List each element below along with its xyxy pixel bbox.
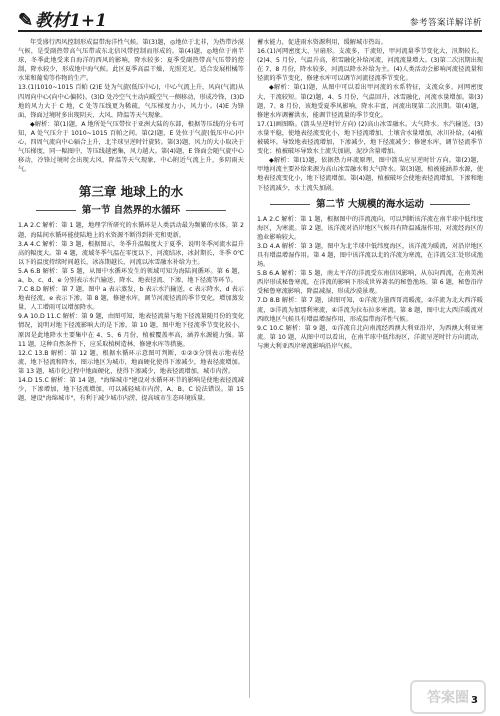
section-title: 第一节 自然界的水循环: [18, 205, 244, 217]
answer-paragraph: ◆解析：第(1)题，依据热力环流原理，图中箭头应呈逆时针方向。第(2)题，甲地河流主要补给来源为高山冰雪融水和大气降水。第(3)题，植被能涵养水源，使地表径流变化小，地下径流增加。第(4)题，植被破坏会使地表径流增加，下渗和地下径流减少，水土流失加剧。: [257, 157, 483, 192]
answer-paragraph: 9.C 10.C 解析：第 9 题，①洋流自北向南流经西澳大利亚沿岸，为西澳大利亚寒流。第 10 题，从图中可以看出，在南半球中低纬海区，洋流呈逆时针方向流动，与澳大利亚西岸寒流影响沿岸气候。: [257, 324, 483, 350]
answer-paragraph: 7.C 8.D 解析：第 7 题，图中 a 表示蒸发，b 表示水汽输送，c 表示降水，d 表示地表径流，e 表示下渗。第 8 题，修建水库，调节河流径流的季节变化，增加蒸发量，人工增雨可以增加降水。: [18, 286, 244, 312]
answer-paragraph: 13.(1)1010~1015 百帕 (2)E 处为气旋(低压中心)，中心气流上升，风向(气流)从四周向中心(向中心偏转)。(3)D 处冷空气主动向暖空气一侧移动，形成冷锋，(3)D 地的风力大于 C 地，C 处等压线更为稀疏，气压梯度力小，风力小。(4)E 为锋面，锋面过境时多出现阴天、大风、降温等天气现象。: [18, 84, 244, 119]
answer-paragraph: 3.A 4.C 解析：第 3 题，根据图示，冬季升温幅度大于夏季，说明冬季河流水温升高的幅度大。第 4 题，流域冬季气温在零度以下，河流结冰，冰封期长，冬季 0℃以下的温度持续时间越长，冰冻期越长，河流以冰雪融水补给为主。: [18, 240, 244, 266]
answer-paragraph: ◆解析：第(1)题，从图中可以看出甲河流的水系特征，支流众多，河网密度大，干流较短。第(2)题，4、5 月份，气温回升，冰雪融化，河流水量增加。第(3)题，7、8 月份，该地受夏季风影响，降水丰富，河流出现第二次汛期。第(4)题，修建水库调蓄洪水，能调节径流量的季节变化。: [257, 84, 483, 119]
answer-paragraph: 14.D 15.C 解析：第 14 题，"海绵城市"建设对水循环环节的影响是使地表径流减少，下渗增加，地下径流增加，可以减轻城市内涝，A、B、C 说法错误。第 15 题，建设"海绵城市"，有利于减少城市内涝，提高城市生态环境质量。: [18, 377, 244, 403]
right-column: [257, 38, 483, 351]
answer-paragraph: 7.D 8.B 解析：第 7 题，读图可知，①洋流为墨西哥湾暖流，②洋流为北大西洋暖流，③洋流为加那利寒流，④洋流为拉布拉多寒流。第 8 题，图中北大西洋暖流对西欧地区气候具有增温增湿作用，形成温带海洋性气候。: [257, 297, 483, 323]
header-answer-label: 参考答案详解详析: [409, 18, 482, 28]
answer-paragraph: 蓄水能力，促进雨水资源利用，缓解城市热岛。: [257, 39, 387, 46]
answer-paragraph: 17.(1)画图略。(箭头呈逆时针方向) (2)高山冰雪融水。大气降水。水汽输送。(3)水量平稳，使地表径流变化小，地下径流增加，土壤含水量增加，冰川补给。(4)植被破坏，导致地表径流增加，下渗减少，地下径流减少；修建水库，调节径流季节变化；植被破坏导致水土流失加剧，泥沙含量增加。: [257, 120, 483, 156]
answer-paragraph: 1.A 2.C 解析：第 1 题，根据图中的洋流流向，可以判断该洋流在南半球中低纬度海区，为寒流。第 2 题，该洋流对沿岸地区气候具有降温减湿作用，对流经海区的渔业影响较大。: [257, 215, 483, 241]
chapter-title: 第三章 地球上的水: [78, 184, 184, 200]
left-column: [18, 38, 244, 403]
answer-paragraph: 年受盛行西风控制形成温带海洋性气候。第(3)题，◎地位于北非，为热带沙漠气候，是受副热带高气压带或东北信风带控制而形成的。第(4)题，◎地位于南半球，冬季此地受来自海洋的西风的影响，降水较多；夏季受副热带高气压带的控制，降水较少，形成地中海气候。此区夏季高温干燥，光照充足，适合发展柑橘等水果和葡萄等作物的生产。: [18, 39, 244, 83]
page-header: [18, 6, 482, 32]
section-title: 第二节 大规模的海水运动: [257, 199, 483, 211]
answer-paragraph: ◆解析：第(1)题，A 地所处气压带位于亚洲大陆的东部，根据等压线的分布可知，A 处气压介于 1010~1015 百帕之间。第(2)题，E 处位于气旋(低压中心)中心，四周气流向中心辐合上升，北半球呈逆时针旋转。第(3)题，风力的大小取决于气压梯度，同一幅图中，等压线越密集，风力越大。第(4)题，E 锋面会随气旋中心移动，冷锋过境时会出现大风、降温等天气现象，中心附近气流上升，多阴雨天气。: [18, 120, 244, 174]
answer-paragraph: 5.A 6.B 解析：第 5 题，从图中水循环发生的领域可知为海陆间循环。第 6 题，a、b、c、d、e 分别表示水汽输送、降水、地表径流、下渗、地下径流等环节。: [18, 267, 244, 284]
column-divider: [249, 38, 250, 698]
answer-paragraph: 5.B 6.A 解析：第 5 题，南太平洋的洋流受东南信风影响，从东向西流，在南美洲西岸形成秘鲁寒流，在洋流的影响下形成世界著名的秘鲁渔场。第 6 题，秘鲁沿岸受秘鲁寒流影响，降温减湿，形成沙漠景观。: [257, 270, 483, 296]
answer-paragraph: 1.A 2.C 解析：第 1 题，地理学所研究的水循环是人类活动最为频繁的水体。第 2 题，海陆间水循环能使陆地上的水资源不断得到补充和更新。: [18, 222, 244, 239]
page-number: 3: [471, 695, 478, 706]
answer-paragraph: 3.D 4.A 解析：第 3 题，图中为北半球中低纬度海区，该洋流为暖流，对沿岸地区具有增温增湿作用。第 4 题，图中该洋流以北的洋流为寒流，在洋流交汇处形成渔场。: [257, 242, 483, 269]
watermark-logo: 答案圈: [410, 680, 486, 714]
book-logo-text: 教材1+1: [35, 11, 107, 31]
book-logo: [18, 12, 107, 30]
book-logo-icon: ✎: [18, 10, 34, 31]
answer-paragraph: 9.A 10.D 11.C 解析：第 9 题，由图可知，地表径流量与地下径流量随月份的变化情况，说明对地下径流影响大的是下渗。第 10 题，图中地下径流季节变化较小，原因是此地降水主要集中在 4、5、6 月份，植被覆盖率高，涵养水源能力强。第 11 题，这种自然条件下，应采取植树造林、修建水库等措施。: [18, 313, 244, 348]
answer-paragraph: 12.C 13.B 解析：第 12 题，根据水循环示意图可判断，①②③分别表示地表径流、地下径流和降水，图示地区为城市，地面硬化使得下渗减少，地表径流增加。第 13 题，城市化过程中地面硬化，使得下渗减少，地表径流增加，城市内涝。: [18, 349, 244, 375]
answer-paragraph: 16.(1)河网密度大，呈扇形。支流多，干流短，甲河流量季节变化大，汛期较长。(2)4、5 月份，气温升高，积雪融化补给河流，河流流量增大。(3)第二次汛期出现在 7、8 月份，降水较多，河流以降水补给为主。(4)人类活动会影响河流径流量和径流的季节变化，修建水库可以调节河流径流季节变化。: [257, 48, 483, 83]
